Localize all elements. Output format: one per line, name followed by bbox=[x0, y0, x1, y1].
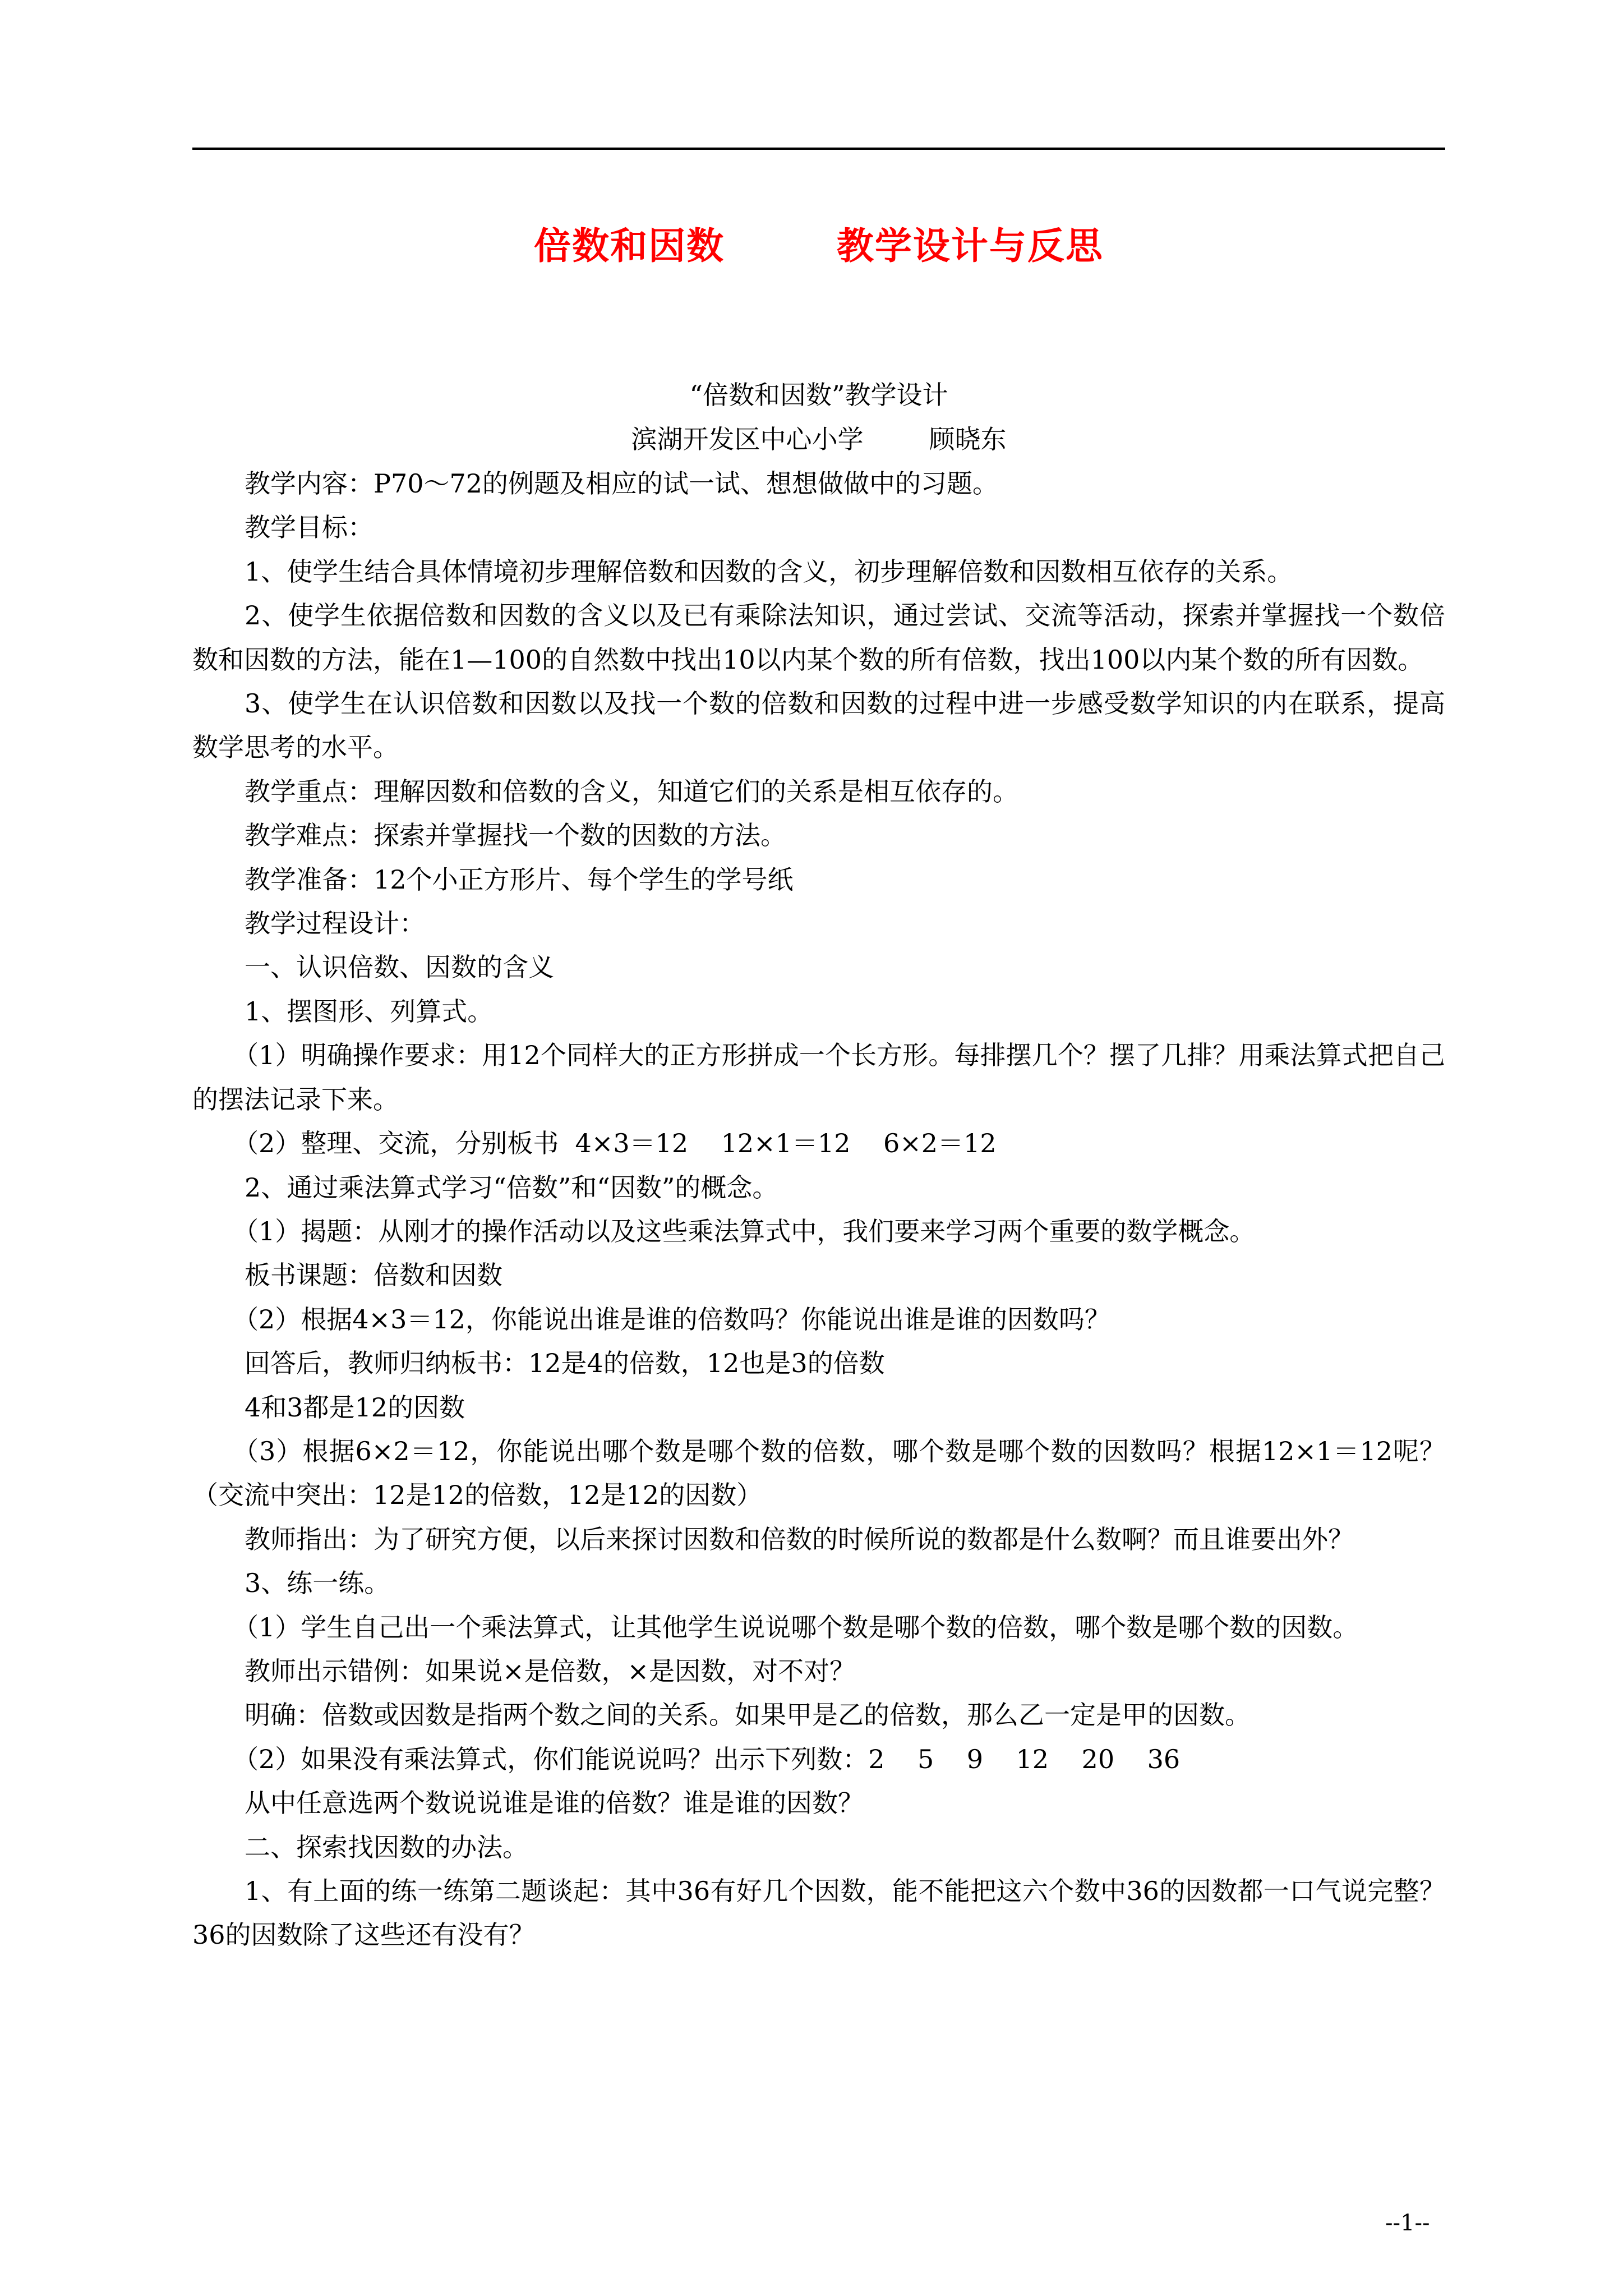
paragraph-goal-2: 2、使学生依据倍数和因数的含义以及已有乘除法知识，通过尝试、交流等活动，探索并掌握找一个数倍数和因数的方法，能在1—100的自然数中找出10以内某个数的所有倍数，找出100以内某个数的所有因数。 bbox=[192, 600, 1445, 675]
paragraph-step-1-1: （1）明确操作要求：用12个同样大的正方形拼成一个长方形。每排摆几个？摆了几排？用乘法算式把自己的摆法记录下来。 bbox=[192, 1040, 1445, 1115]
paragraph-step-3-1: （1）学生自己出一个乘法算式，让其他学生说说哪个数是哪个数的倍数，哪个数是哪个数的因数。 bbox=[233, 1612, 1359, 1642]
paragraph-goal-1: 1、使学生结合具体情境初步理解倍数和因数的含义，初步理解倍数和因数相互依存的关系。 bbox=[245, 556, 1293, 587]
paragraph-step-2-3: （3）根据6×2＝12，你能说出哪个数是哪个数的倍数，哪个数是哪个数的因数吗？根据12×1＝12呢？（交流中突出：12是12的倍数，12是12的因数） bbox=[192, 1435, 1445, 1511]
paragraph-section-2-step-1: 1、有上面的练一练第二题谈起：其中36有好几个因数，能不能把这六个数中36的因数都一口气说完整？36的因数除了这些还有没有？ bbox=[192, 1876, 1445, 1950]
body-text bbox=[192, 462, 1445, 1957]
paragraph-key-point: 教学重点：理解因数和倍数的含义，知道它们的关系是相互依存的。 bbox=[245, 776, 1018, 807]
paragraph-difficulty: 教学难点：探索并掌握找一个数的因数的方法。 bbox=[245, 820, 786, 851]
paragraph-goals-heading: 教学目标： bbox=[245, 512, 374, 543]
paragraph-clarification: 明确：倍数或因数是指两个数之间的关系。如果甲是乙的倍数，那么乙一定是甲的因数。 bbox=[245, 1700, 1251, 1731]
paragraph-teaching-content: 教学内容：P70～72的例题及相应的试一试、想想做做中的习题。 bbox=[245, 468, 999, 499]
header-rule bbox=[192, 148, 1445, 150]
page-number: --1-- bbox=[1385, 2210, 1430, 2236]
paragraph-step-2: 2、通过乘法算式学习“倍数”和“因数”的概念。 bbox=[245, 1172, 778, 1203]
paragraph-choose-two: 从中任意选两个数说说谁是谁的倍数？谁是谁的因数？ bbox=[245, 1788, 864, 1819]
paragraph-summary-2: 4和3都是12的因数 bbox=[245, 1392, 465, 1423]
paragraph-teacher-note: 教师指出：为了研究方便，以后来探讨因数和倍数的时候所说的数都是什么数啊？而且谁要出外？ bbox=[245, 1524, 1354, 1554]
paragraph-error-example: 教师出示错例：如果说×是倍数，×是因数，对不对？ bbox=[245, 1655, 856, 1686]
document-title: 倍数和因数 教学设计与反思 bbox=[534, 224, 1104, 268]
paragraph-step-3: 3、练一练。 bbox=[245, 1568, 390, 1599]
paragraph-process-heading: 教学过程设计： bbox=[245, 908, 425, 939]
paragraph-summary-1: 回答后，教师归纳板书：12是4的倍数，12也是3的倍数 bbox=[245, 1348, 885, 1379]
paragraph-goal-3: 3、使学生在认识倍数和因数以及找一个数的倍数和因数的过程中进一步感受数学知识的内在联系，提高数学思考的水平。 bbox=[192, 688, 1445, 763]
author-line: 滨湖开发区中心小学 顾晓东 bbox=[631, 424, 1007, 454]
paragraph-step-2-1: （1）揭题：从刚才的操作活动以及这些乘法算式中，我们要来学习两个重要的数学概念。 bbox=[233, 1216, 1256, 1246]
paragraph-section-1-heading: 一、认识倍数、因数的含义 bbox=[245, 952, 554, 983]
paragraph-step-1: 1、摆图形、列算式。 bbox=[245, 996, 494, 1027]
paragraph-section-2-heading: 二、探索找因数的办法。 bbox=[245, 1832, 528, 1862]
paragraph-step-3-2: （2）如果没有乘法算式，你们能说说吗？出示下列数：2 5 9 12 20 36 bbox=[233, 1743, 1181, 1774]
paragraph-preparation: 教学准备：12个小正方形片、每个学生的学号纸 bbox=[245, 864, 794, 895]
paragraph-board-title: 板书课题：倍数和因数 bbox=[245, 1260, 502, 1291]
section-subtitle: “倍数和因数”教学设计 bbox=[689, 380, 948, 410]
paragraph-step-1-2: （2）整理、交流，分别板书 4×3＝12 12×1＝12 6×2＝12 bbox=[233, 1128, 997, 1159]
paragraph-step-2-2: （2）根据4×3＝12，你能说出谁是谁的倍数吗？你能说出谁是谁的因数吗？ bbox=[233, 1304, 1110, 1335]
